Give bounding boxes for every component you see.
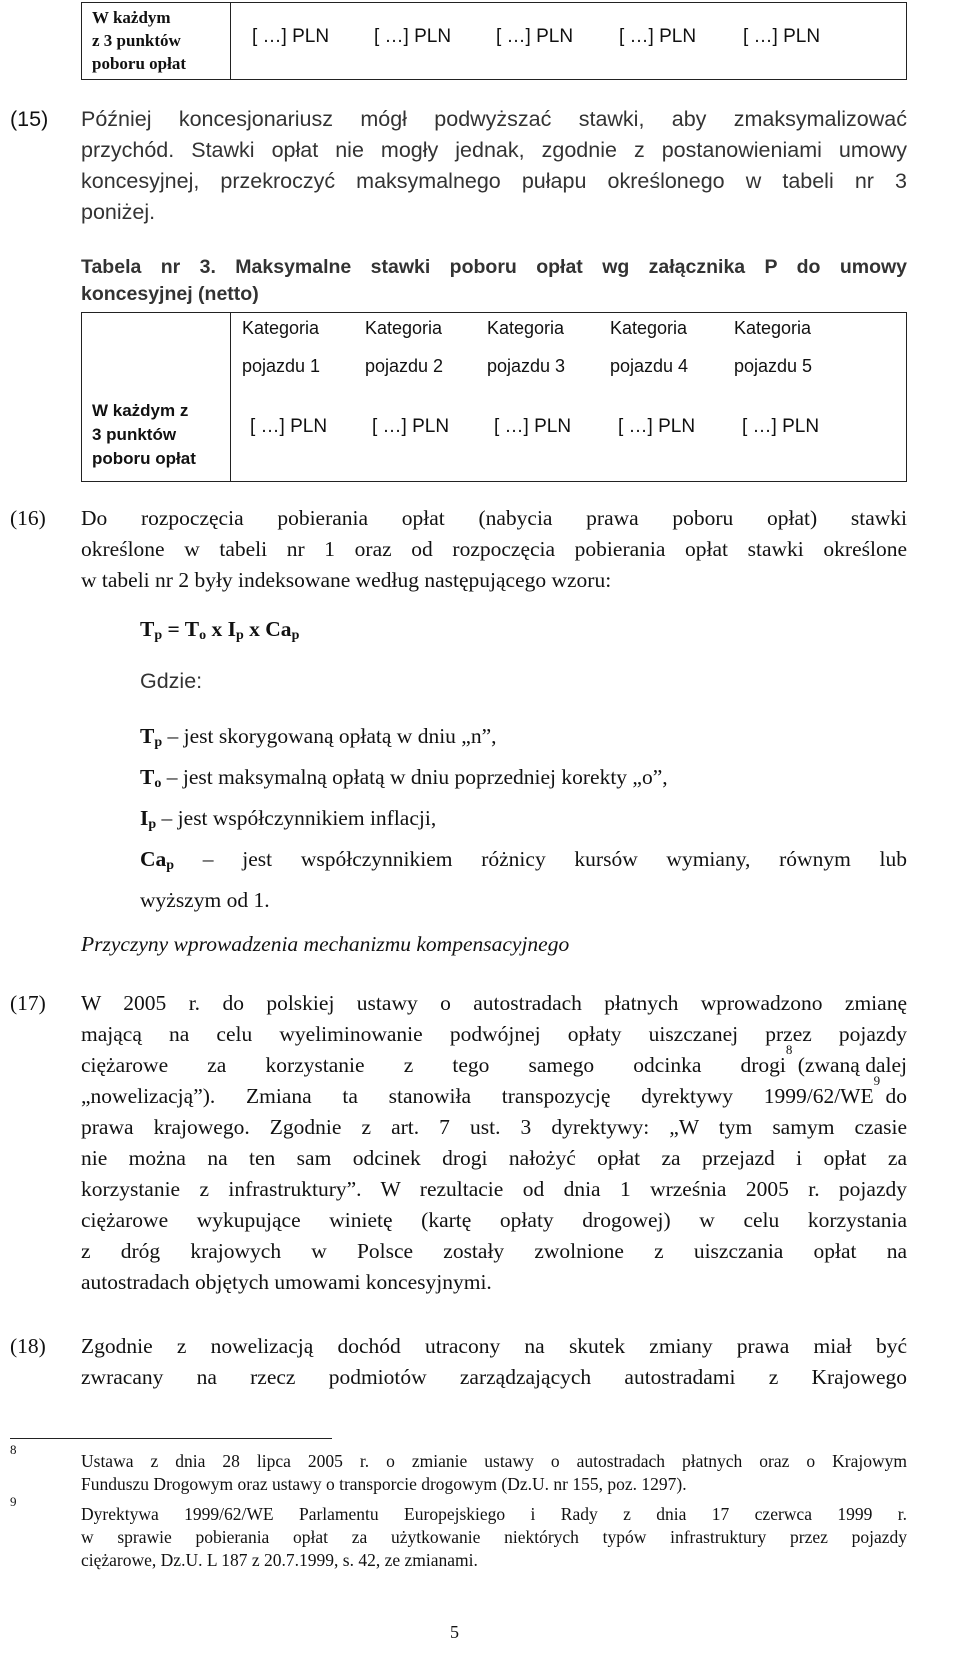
text-line: zwracany na rzecz podmiotów zarządzających autostradami z Krajowego [81,1365,907,1389]
definition-line [140,842,907,883]
row-header-line: W każdym [92,8,171,27]
column-header [610,316,688,378]
definition-line: wyższym od 1. [140,888,270,912]
row-header-line: 3 punktów [92,425,177,444]
text-line [81,1073,907,1112]
paragraph-number: (17) [10,991,46,1015]
row-header-line: poboru opłat [92,54,186,73]
formula-symbol: T [140,617,155,641]
caption-line: Tabela nr 3. Maksymalne stawki poboru opłat wg załącznika P do umowy [81,256,907,278]
paragraph-number: (15) [10,107,49,131]
footnote-8 [81,1450,907,1496]
table-cell: [ …] PLN [372,416,450,437]
header-line: pojazdu 2 [365,356,444,376]
text-line: Do rozpoczęcia pobierania opłat (nabycia prawa poboru opłat) stawki [81,506,907,530]
formula-operator: x [243,617,266,641]
text-segment: ciężarowe za korzystanie z tego samego odcinka drogi [81,1053,786,1077]
paragraph-16 [81,503,907,596]
table-cell: [ …] PLN [618,416,696,437]
table-2-last-row [81,2,907,80]
text-segment: (zwaną dalej [792,1053,907,1077]
text-line: Później koncesjonariusz mógł podwyższać stawki, aby zmaksymalizować [81,107,907,131]
definition-symbol: Ca [140,847,167,871]
column-header [365,316,443,378]
footnote-line: Ustawa z dnia 28 lipca 2005 r. o zmianie ustawy o autostradach płatnych oraz o Krajowym [81,1451,907,1471]
definition-text: – jest maksymalną opłatą w dniu poprzedniej korekty „o”, [161,765,668,789]
header-line: pojazdu 4 [610,356,689,376]
paragraph-number: (18) [10,1334,46,1358]
text-segment: do [880,1084,907,1108]
gdzie-label: Gdzie: [140,669,203,693]
caption-line: koncesyjnej (netto) [81,283,259,305]
table-divider [230,313,231,481]
footnote-line: w sprawie pobierania opłat za użytkowanie niektórych typów infrastruktury przez pojazdy [81,1527,907,1547]
footnote-line: Dyrektywa 1999/62/WE Parlamentu Europejskiego i Rady z dnia 17 czerwca 1999 r. [81,1504,907,1524]
table-cell: [ …] PLN [374,26,452,47]
text-line: prawa krajowego. Zgodnie z art. 7 ust. 3 dyrektywy: „W tym samym czasie [81,1115,907,1139]
header-line: pojazdu 5 [734,356,813,376]
formula-subscript: p [154,628,163,643]
footnote-ref: 8 [785,1042,793,1057]
paragraph-17 [81,988,907,1298]
column-header [242,316,320,378]
text-line: określone w tabeli nr 1 oraz od rozpoczęcia pobierania opłat stawki określone [81,537,907,561]
row-header-line: z 3 punktów [92,31,181,50]
definition-symbol: I [140,806,149,830]
table-3 [81,312,907,482]
definition-subscript: p [166,858,175,873]
definition-symbol: T [140,724,155,748]
text-line: poniżej. [81,200,156,224]
table-cell: [ …] PLN [619,26,697,47]
definition-text: – jest współczynnikiem inflacji, [156,806,437,830]
header-line: Kategoria [734,318,812,338]
definition-text: – jest współczynnikiem różnicy kursów wymiany, równym lub [174,847,907,871]
table-cell: [ …] PLN [743,26,821,47]
text-segment: „nowelizacją”). Zmiana ta stanowiła transpozycję dyrektywy 1999/62/WE [81,1084,874,1108]
header-line: Kategoria [487,318,565,338]
page-number: 5 [450,1622,459,1642]
footnote-line: ciężarowe, Dz.U. L 187 z 20.7.1999, s. 42, ze zmianami. [81,1550,478,1570]
text-segment [81,1050,786,1081]
header-line: Kategoria [365,318,443,338]
text-line: przychód. Stawki opłat nie mogły jednak, zgodnie z postanowieniami umowy [81,138,907,162]
text-line: W 2005 r. do polskiej ustawy o autostradach płatnych wprowadzono zmianę [81,991,907,1015]
table-cell: [ …] PLN [496,26,574,47]
table-divider [230,3,231,79]
text-line: w tabeli nr 2 były indeksowane według następującego wzoru: [81,568,612,592]
formula-definitions [140,719,907,918]
table-cell: [ …] PLN [742,416,820,437]
formula-subscript: p [235,628,244,643]
formula-symbol: Ca [265,617,292,641]
formula-subscript: p [291,628,300,643]
text-line: koncesyjnej, przekroczyć maksymalnego pułapu określonego w tabeli nr 3 [81,169,907,193]
table-caption [81,254,907,308]
paragraph-18 [81,1331,907,1393]
definition-subscript: p [148,817,157,832]
formula-operator: = [162,617,185,641]
table-cell: [ …] PLN [252,26,330,47]
definition-text: – jest skorygowaną opłatą w dniu „n”, [162,724,497,748]
text-line [81,1042,907,1081]
row-header-line: W każdym z [92,401,189,420]
table-cell: [ …] PLN [250,416,328,437]
text-line: korzystanie z infrastruktury”. W rezultacie od dnia 1 września 2005 r. pojazdy [81,1177,907,1201]
footnote-9 [81,1503,907,1572]
formula-symbol: I [227,617,236,641]
paragraph-number: (16) [10,506,46,530]
header-line: Kategoria [242,318,320,338]
formula-operator: x [206,617,228,641]
text-line: autostradach objętych umowami koncesyjnymi. [81,1270,492,1294]
paragraph-15 [81,104,907,228]
text-line: Zgodnie z nowelizacją dochód utracony na skutek zmiany prawa miał być [81,1334,907,1358]
definition-line [140,719,907,760]
text-line: ciężarowe wykupujące winietę (kartę opłaty drogowej) w celu korzystania [81,1208,907,1232]
footnote-separator [10,1438,332,1439]
text-line: nie można na ten sam odcinek drogi nałożyć opłat za przejazd i opłat za [81,1146,907,1170]
text-line: mającą na celu wyeliminowanie podwójnej opłaty uiszczanej przez pojazdy [81,1022,907,1046]
definition-subscript: p [154,735,163,750]
footnote-ref: 9 [873,1073,881,1088]
formula-subscript: o [199,628,207,643]
column-header [734,316,812,378]
definition-line [140,801,907,842]
header-line: pojazdu 3 [487,356,566,376]
table-cell: [ …] PLN [494,416,572,437]
text-line: z dróg krajowych w Polsce zostały zwolnione z uiszczania opłat na [81,1239,907,1263]
row-header [92,399,196,471]
footnote-number: 8 [10,1442,17,1457]
header-line: pojazdu 1 [242,356,321,376]
column-header [487,316,565,378]
row-header [92,6,186,75]
footnote-number: 9 [10,1494,17,1509]
header-line: Kategoria [610,318,688,338]
definition-symbol: T [140,765,155,789]
row-header-line: poboru opłat [92,449,196,468]
formula-symbol: T [184,617,200,641]
index-formula [140,617,299,644]
footnote-line: Funduszu Drogowym oraz ustawy o transporcie drogowym (Dz.U. nr 155, poz. 1297). [81,1474,687,1494]
definition-line [140,760,907,801]
section-heading: Przyczyny wprowadzenia mechanizmu kompensacyjnego [81,932,570,956]
definition-subscript: o [154,776,162,791]
